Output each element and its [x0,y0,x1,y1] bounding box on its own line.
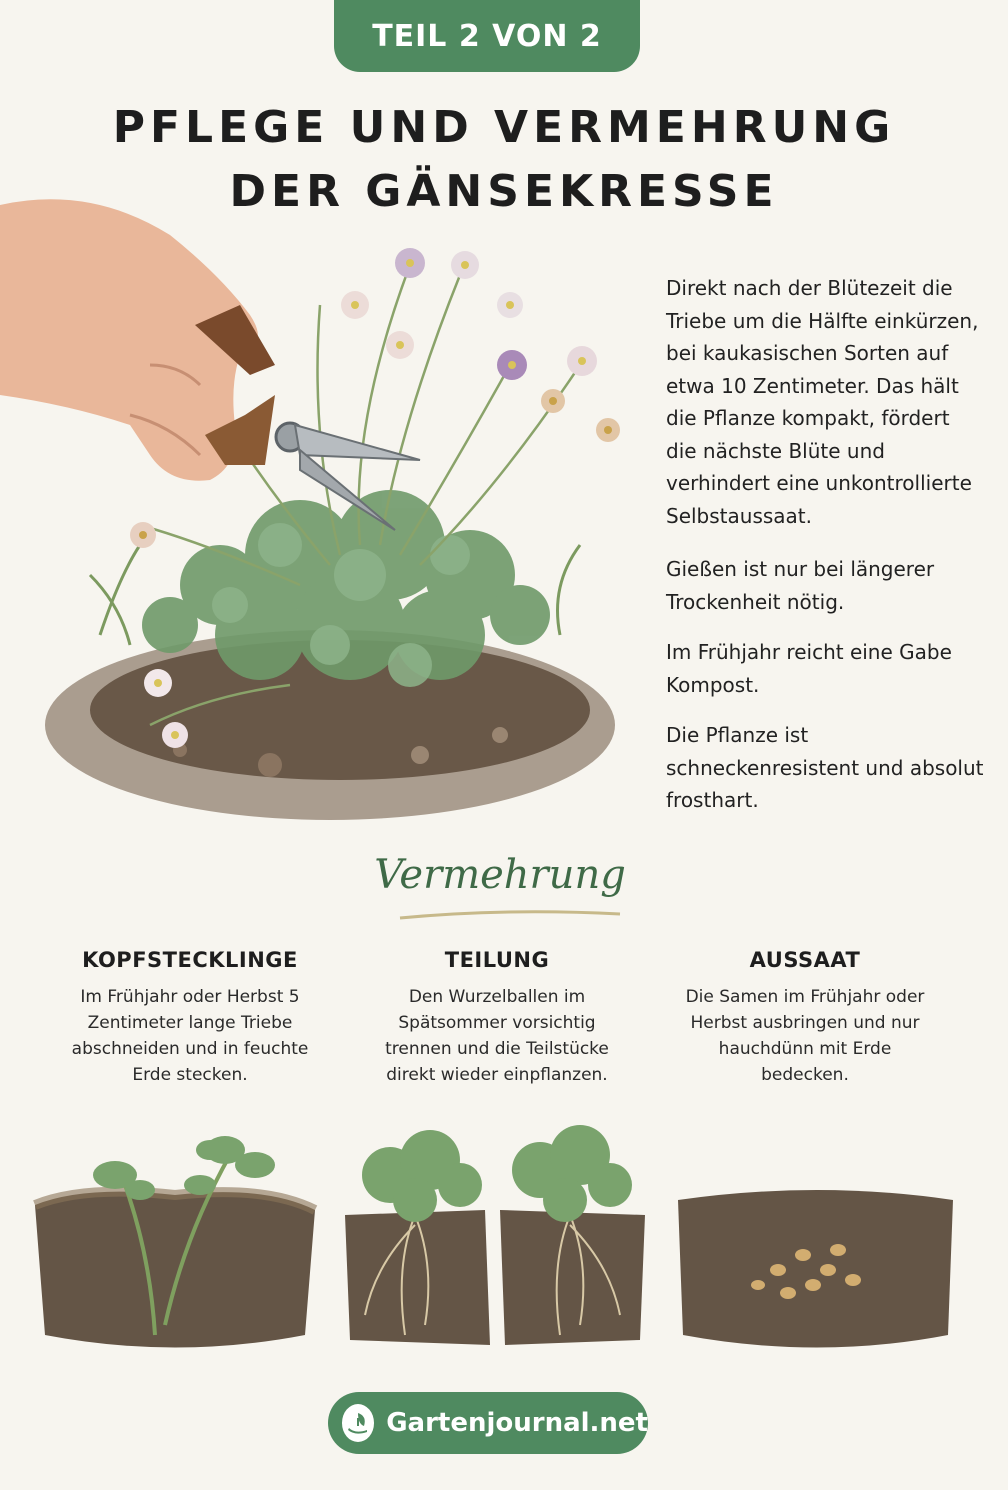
care-paragraph-watering: Gießen ist nur bei längerer Trockenheit nötig. [666,557,935,614]
method-text: Den Wurzelballen im Spätsommer vorsichtig trennen und die Teilstücke direkt wieder einpflanzen. [385,987,609,1085]
method-teilung [367,948,627,1088]
leaf-hand-icon [342,1404,374,1442]
care-text [666,272,986,835]
brand-name: Gartenjournal.net [386,1408,648,1438]
care-paragraph-pruning: Direkt nach der Blütezeit die Triebe um die Hälfte einkürzen, bei kaukasischen Sorten auf etwa 10 Zentimeter. Das hält die Pflanze kompakt, fördert die nächste Blüte und verhindert eine unkontrollierte Selbstaussaat. [666,276,979,528]
care-paragraph-compost: Im Frühjahr reicht eine Gabe Kompost. [666,640,952,697]
method-title: AUSSAAT [749,948,861,972]
method-aussaat [675,948,935,1088]
method-text: Die Samen im Frühjahr oder Herbst ausbringen und nur hauchdünn mit Erde bedecken. [685,987,925,1085]
sowing-illustration [668,1125,963,1355]
section-heading-vermehrung: Vermehrung [374,852,626,898]
brand-footer[interactable] [328,1392,648,1454]
heading-underline [395,900,625,930]
page-title-line-2: DER GÄNSEKRESSE [229,166,779,217]
method-text: Im Frühjahr oder Herbst 5 Zentimeter lange Triebe abschneiden und in feuchte Erde stecken. [71,987,309,1085]
division-illustration [335,1125,655,1355]
page-title-line-1: PFLEGE UND VERMEHRUNG [112,102,896,153]
care-paragraph-hardiness: Die Pflanze ist schneckenresistent und absolut frosthart. [666,723,984,812]
method-title: KOPFSTECKLINGE [82,948,298,972]
method-kopfstecklinge [60,948,320,1088]
part-badge: TEIL 2 VON 2 [334,0,640,72]
pruning-illustration [0,165,650,845]
method-title: TEILUNG [444,948,550,972]
cuttings-illustration [25,1125,325,1355]
